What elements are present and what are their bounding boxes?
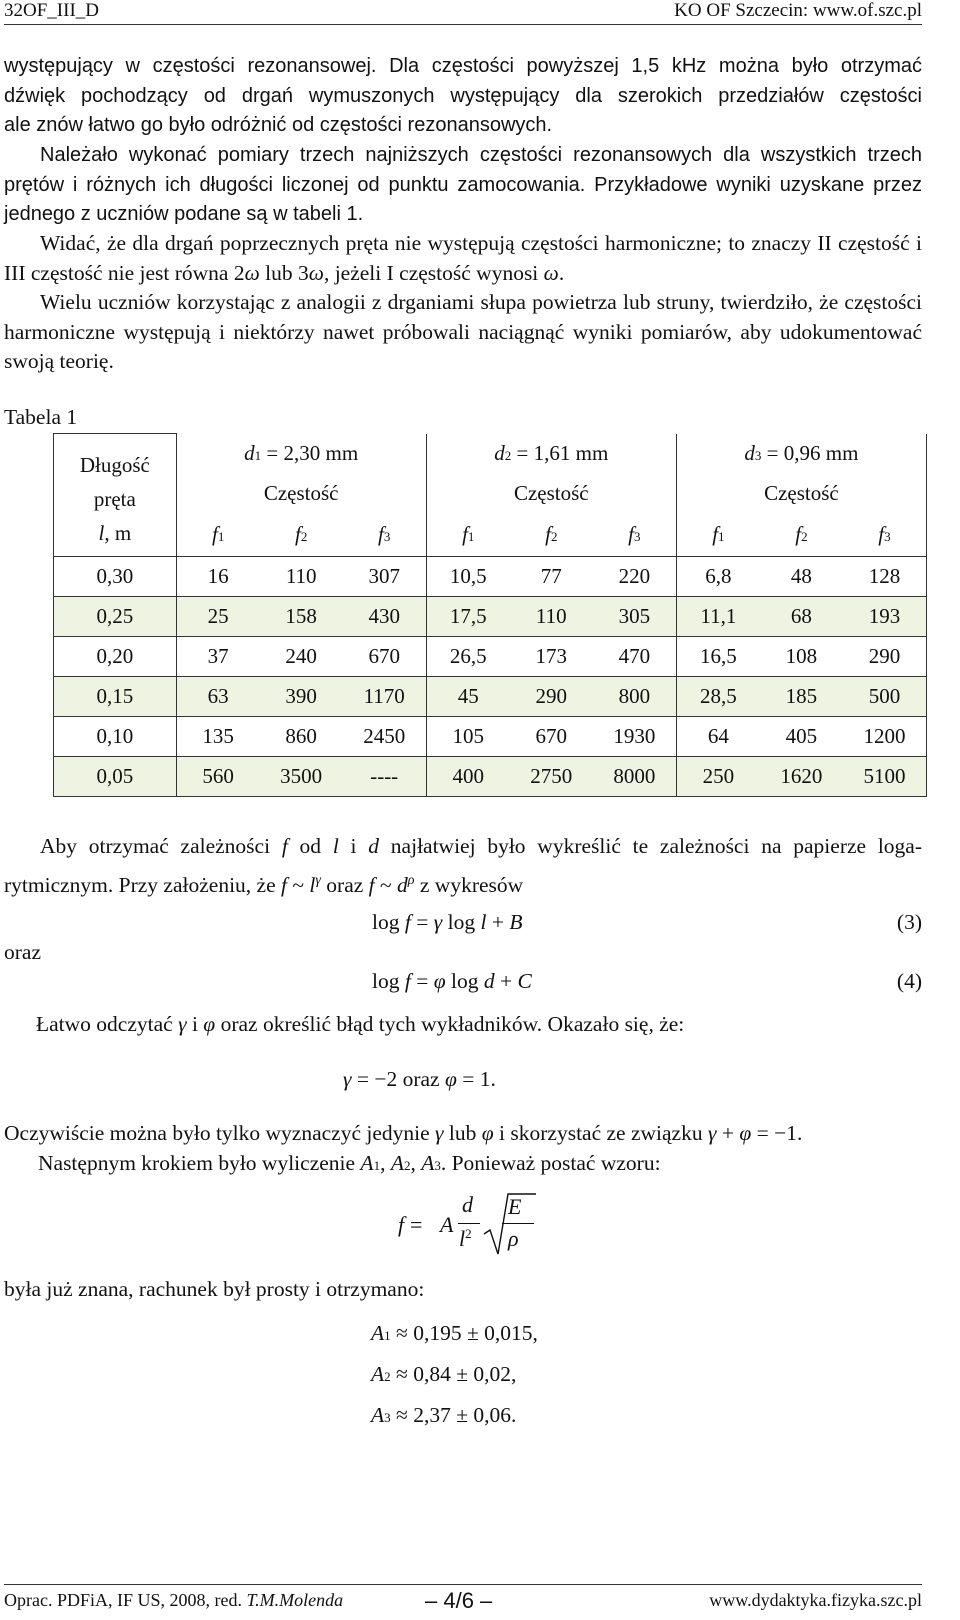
frequency-value: 45	[457, 684, 479, 708]
table-row	[54, 597, 927, 637]
length-cell: 0,20	[54, 637, 177, 677]
frequency-value: 16	[207, 564, 229, 588]
frequency-value: 290	[868, 644, 901, 668]
frequency-group-cell	[426, 677, 676, 717]
result-A1: A1 ≈ 0,195 ± 0,015,	[371, 1321, 538, 1345]
page-number: – 4/6 –	[425, 1588, 493, 1613]
table-row	[54, 557, 927, 597]
oraz-label: oraz	[4, 940, 41, 964]
frequency-value: 5100	[863, 764, 906, 788]
rho-symbol: ρ	[508, 1226, 519, 1251]
frequency-value: 77	[540, 564, 562, 588]
frequency-value: 560	[202, 764, 234, 788]
equals-sign: =	[410, 1212, 423, 1237]
paragraph-5-line-1: Aby otrzymać zależności f od l i d najłatwiej było wykreślić te zależności na papierze loga-	[40, 834, 922, 858]
f1-label: f1	[712, 522, 725, 547]
length-header-line: Długość	[79, 453, 150, 477]
omega-symbol: ω	[308, 260, 324, 285]
header-right: KO OF Szczecin: www.of.szc.pl	[674, 0, 922, 21]
paragraph-2	[4, 141, 922, 230]
frequency-group-cell	[676, 637, 926, 677]
unit-label: , m	[104, 521, 132, 545]
frequency-value: 68	[790, 604, 812, 628]
diameter-value: = 2,30 mm	[261, 441, 359, 465]
frequency-value: 670	[368, 644, 400, 668]
footer-left: Oprac. PDFiA, IF US, 2008, red. T.M.Molenda	[4, 1590, 344, 1610]
frequency-value: 2750	[530, 764, 573, 788]
paragraph-3	[4, 229, 922, 288]
result-A2: A2 ≈ 0,84 ± 0,02,	[371, 1362, 517, 1386]
frequency-value: 405	[785, 724, 818, 748]
diameter-value: = 1,61 mm	[511, 441, 609, 465]
frequency-value: 10,5	[449, 564, 487, 588]
text-run: .	[558, 260, 565, 285]
frequency-value: 158	[285, 604, 317, 628]
fraction-bar	[458, 1223, 480, 1224]
result-A3: A3 ≈ 2,37 ± 0,06.	[371, 1403, 517, 1427]
frequency-value: 250	[702, 764, 735, 788]
f3-label: f3	[628, 522, 641, 547]
paragraph-1	[4, 52, 922, 141]
frequency-value: 135	[202, 724, 234, 748]
f1-label: f1	[462, 522, 475, 547]
paragraph-1-line: dźwięk pochodzący od drgań wymuszonych występujący dla szerokich przedziałów częstości	[4, 84, 922, 107]
d-symbol: d	[744, 441, 755, 465]
f2-label: f2	[295, 522, 308, 547]
paragraph-5	[4, 832, 922, 900]
f2-label: f2	[545, 522, 558, 547]
f1-label: f1	[211, 522, 225, 547]
length-cell: 0,15	[54, 677, 177, 717]
group-header-d3	[676, 434, 926, 474]
frequency-formula	[398, 1190, 538, 1260]
frequency-value: 185	[785, 684, 818, 708]
paragraph-1-line: występujący w częstości rezonansowej. Dla częstości powyższej 1,5 kHz można było otrzymać	[4, 55, 922, 77]
length-cell: 0,30	[54, 557, 177, 597]
footer-rule	[4, 1584, 922, 1585]
subscript: 3	[754, 448, 762, 463]
frequency-value: 305	[618, 604, 651, 628]
text-run: 2	[233, 260, 245, 285]
f-labels	[426, 514, 676, 557]
table-caption: Tabela 1	[4, 405, 78, 429]
group-header-d2	[426, 434, 676, 474]
paragraph-5-line-2: rytmicznym. Przy założeniu, że f ~ $l^\gamma$ oraz f ~ $d^\rho$ z wykresów	[4, 872, 524, 897]
equation-3-number: (3)	[896, 910, 922, 934]
frequency-value: 400	[452, 764, 484, 788]
frequency-group-cell	[426, 557, 676, 597]
frequency-label: Częstość	[676, 474, 926, 514]
omega-symbol: ω	[244, 260, 260, 285]
E-symbol: E	[508, 1194, 522, 1219]
text-run: , jeżeli I częstość wynosi	[323, 260, 544, 285]
exponent-result: γ = −2 oraz φ = 1.	[343, 1067, 496, 1091]
frequency-group-cell	[176, 597, 426, 637]
length-cell: 0,05	[54, 757, 177, 797]
frequency-value: 8000	[613, 764, 656, 788]
frequency-value: 670	[535, 724, 568, 748]
frequency-value: 240	[285, 644, 317, 668]
table-row	[54, 757, 927, 797]
frequency-value: 105	[452, 724, 484, 748]
group-header-d1	[176, 434, 426, 474]
frequency-group-cell	[676, 717, 926, 757]
frequency-value: 63	[207, 684, 229, 708]
subscript: 1	[254, 448, 262, 463]
equation-4: log f = φ log d + C	[372, 969, 532, 993]
A-symbol: A	[440, 1212, 454, 1237]
length-header-line: pręta	[93, 487, 136, 511]
length-header	[54, 434, 177, 557]
paragraph-1-line: ale znów łatwo go było odróżnić od częstości rezonansowych.	[4, 114, 553, 136]
diameter-value: = 0,96 mm	[761, 441, 859, 465]
frequency-value: 1200	[863, 724, 906, 748]
frequency-value: 800	[618, 684, 651, 708]
d-symbol: d	[244, 441, 255, 465]
footer-right: www.dydaktyka.fizyka.szc.pl	[709, 1590, 922, 1610]
frequency-group-cell	[426, 637, 676, 677]
frequency-value: 470	[618, 644, 651, 668]
frequency-value: 26,5	[449, 644, 487, 668]
l-symbol: l	[98, 521, 105, 545]
frequency-value: 11,1	[700, 604, 737, 628]
frequency-value: 110	[535, 604, 567, 628]
frequency-value: 128	[868, 564, 901, 588]
frequency-value: ----	[370, 764, 399, 788]
table-row	[54, 717, 927, 757]
frequency-value: 193	[868, 604, 901, 628]
frequency-group-cell	[676, 557, 926, 597]
d-symbol: d	[494, 441, 505, 465]
frequency-value: 17,5	[449, 604, 487, 628]
frequency-group-cell	[176, 557, 426, 597]
frequency-group-cell	[676, 757, 926, 797]
frequency-group-cell	[176, 757, 426, 797]
frequency-group-cell	[176, 677, 426, 717]
frequency-label: Częstość	[176, 474, 426, 514]
paragraph-2-text: Należało wykonać pomiary trzech najniższych częstości rezonansowych dla wszystkich trzech prętów i różnych ich długości liczonej od punktu zamocowania. Przykładowe wyniki uzyskane przez jednego z uczniów podane są w tabeli 1.	[4, 144, 922, 225]
frequency-value: 500	[868, 684, 901, 708]
frequency-value: 1170	[363, 684, 405, 708]
fraction-numerator: d	[462, 1192, 473, 1217]
header-left: 32OF_III_D	[4, 0, 99, 21]
omega-symbol: ω	[543, 260, 559, 285]
table-row	[54, 637, 927, 677]
paragraph-8: Następnym krokiem było wyliczenie A1, A2, A3. Ponieważ postać wzoru:	[38, 1151, 661, 1175]
frequency-value: 290	[535, 684, 568, 708]
f-symbol: f	[398, 1212, 405, 1237]
length-cell: 0,10	[54, 717, 177, 757]
equation-3: log f = γ log l + B	[372, 910, 523, 934]
frequency-group-cell	[676, 677, 926, 717]
frequency-value: 390	[285, 684, 317, 708]
paragraph-6: Łatwo odczytać γ i φ oraz określić błąd tych wykładników. Okazało się, że:	[36, 1012, 685, 1036]
frequency-value: 2450	[363, 724, 406, 748]
paragraph-7: Oczywiście można było tylko wyznaczyć jedynie γ lub φ i skorzystać ze związku γ + φ = −1.	[4, 1121, 803, 1145]
table-row	[54, 677, 927, 717]
paragraph-4	[4, 288, 922, 377]
frequency-value: 220	[618, 564, 651, 588]
frequency-value: 48	[790, 564, 812, 588]
frequency-value: 307	[368, 564, 400, 588]
paragraph-4-text: Wielu uczniów korzystając z analogii z drganiami słupa powietrza lub struny, twierdziło, że częstości harmoniczne występują i niektórzy nawet próbowali naciągnąć wyniki pomiarów, aby udokumentować swoją teorię.	[4, 290, 922, 373]
frequency-value: 1620	[780, 764, 823, 788]
frequency-group-cell	[176, 717, 426, 757]
length-header-line	[54, 516, 176, 550]
frequency-value: 64	[707, 724, 729, 748]
frequency-value: 108	[785, 644, 818, 668]
frequency-group-cell	[426, 757, 676, 797]
equation-4-number: (4)	[896, 969, 922, 993]
frequency-value: 6,8	[705, 564, 732, 588]
frequency-group-cell	[176, 637, 426, 677]
frequency-table	[53, 433, 927, 797]
fraction-denominator: $l^2$	[459, 1226, 472, 1251]
paragraph-9: była już znana, rachunek był prosty i otrzymano:	[4, 1277, 425, 1301]
frequency-label: Częstość	[426, 474, 676, 514]
header-rule	[4, 24, 922, 25]
f-labels	[676, 514, 926, 557]
frequency-value: 860	[285, 724, 317, 748]
f2-label: f2	[795, 522, 808, 547]
frequency-value: 37	[207, 644, 229, 668]
frequency-value: 25	[207, 604, 229, 628]
length-cell: 0,25	[54, 597, 177, 637]
f3-label: f3	[878, 522, 891, 547]
text-run: Widać, że dla drgań poprzecznych pręta nie występują częstości harmoniczne; to znaczy II częstość i III częstość nie jest równa	[4, 231, 922, 285]
frequency-value: 1930	[613, 724, 656, 748]
frequency-value: 110	[285, 564, 317, 588]
frequency-value: 430	[368, 604, 400, 628]
frequency-value: 173	[535, 644, 568, 668]
subscript: 2	[504, 448, 512, 463]
frequency-group-cell	[426, 597, 676, 637]
frequency-group-cell	[426, 717, 676, 757]
sqrt-fraction-bar	[502, 1223, 534, 1224]
f3-label: f3	[378, 522, 391, 547]
paragraph-3-text	[4, 229, 922, 288]
f-labels	[176, 514, 426, 557]
text-run: lub	[259, 260, 299, 285]
frequency-value: 3500	[280, 764, 323, 788]
frequency-group-cell	[676, 597, 926, 637]
frequency-value: 28,5	[699, 684, 737, 708]
text-run: 3	[298, 260, 309, 285]
frequency-value: 16,5	[699, 644, 737, 668]
